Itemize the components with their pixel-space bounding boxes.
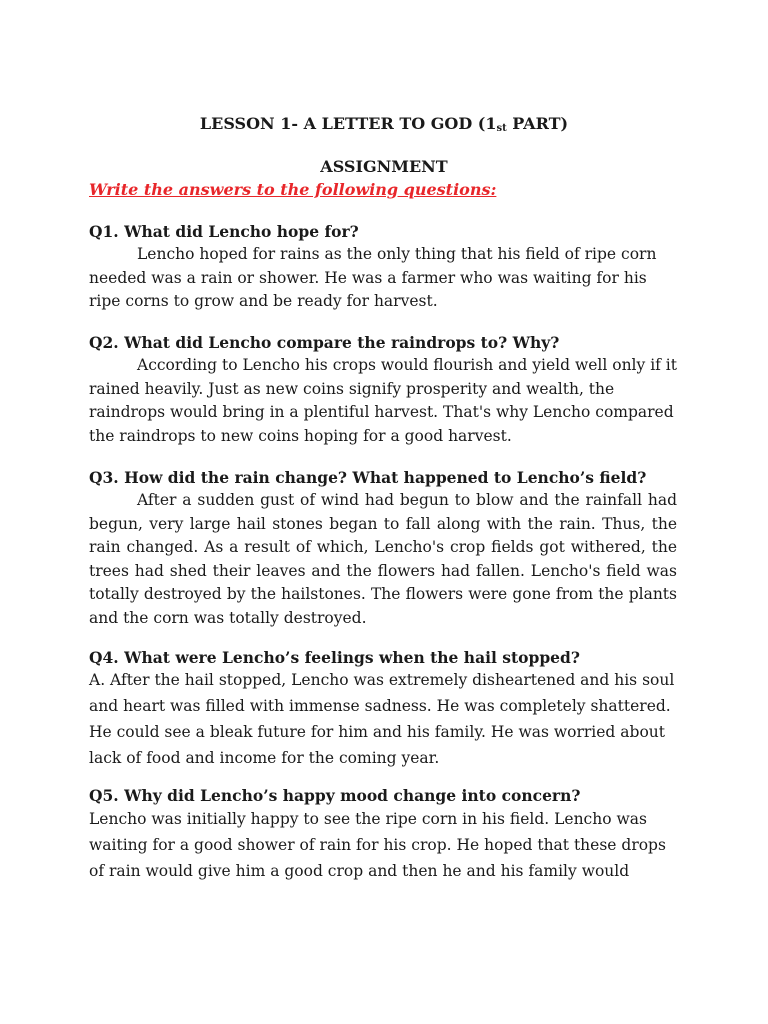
answer-1-text: Lencho hoped for rains as the only thing that his field of ripe corn needed was a rain or shower. He was a farmer who was waiting for his ripe corns to grow and be ready for harvest.	[89, 245, 657, 310]
answer-3-text: After a sudden gust of wind had begun to blow and the rainfall had begun, very large hail stones began to fall along with the rain. Thus, the rain changed. As a result of which, Lencho's crop fields got withered, the trees had shed their leaves and the flowers had fallen. Lencho's field was totally destroyed by the hailstones. The flowers were gone from the plants and the corn was totally destroyed.	[89, 491, 677, 627]
lesson-title-tail: PART)	[506, 114, 569, 133]
lesson-title-superscript: st	[496, 123, 507, 134]
answer-3	[89, 489, 677, 630]
answer-4	[89, 667, 677, 771]
answer-4-text: A. After the hail stopped, Lencho was extremely disheartened and his soul and heart was filled with immense sadness. He was completely shattered. He could see a bleak future for him and his family. He was worried about lack of food and income for the coming year.	[89, 671, 675, 767]
question-5: Q5. Why did Lencho’s happy mood change into concern?	[89, 786, 581, 805]
answer-2	[89, 354, 677, 448]
question-2: Q2. What did Lencho compare the raindrops to? Why?	[89, 333, 560, 352]
question-3: Q3. How did the rain change? What happened to Lencho’s field?	[89, 468, 647, 487]
assignment-heading: ASSIGNMENT	[320, 157, 448, 176]
question-1: Q1. What did Lencho hope for?	[89, 222, 359, 241]
assignment-instruction: Write the answers to the following questions:	[89, 180, 497, 199]
answer-5	[89, 806, 677, 884]
question-4: Q4. What were Lencho’s feelings when the hail stopped?	[89, 648, 580, 667]
lesson-title-text: LESSON 1- A LETTER TO GOD (1	[199, 114, 497, 133]
answer-1	[89, 243, 677, 314]
answer-5-text: Lencho was initially happy to see the ripe corn in his field. Lencho was waiting for a good shower of rain for his crop. He hoped that these drops of rain would give him a good crop and then he and his family would	[89, 810, 666, 880]
lesson-title	[0, 114, 768, 137]
answer-2-text: According to Lencho his crops would flourish and yield well only if it rained heavily. Just as new coins signify prosperity and wealth, the raindrops would bring in a plentiful harvest. That's why Lencho compared the raindrops to new coins hoping for a good harvest.	[89, 356, 677, 445]
